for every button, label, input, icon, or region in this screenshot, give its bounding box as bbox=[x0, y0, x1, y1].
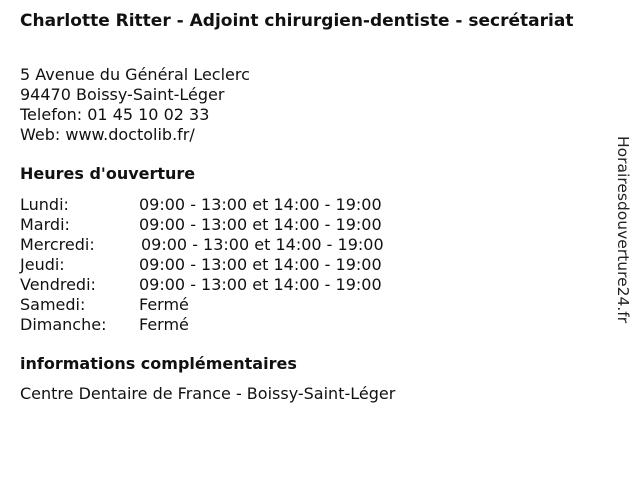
city-address: 94470 Boissy-Saint-Léger bbox=[20, 85, 225, 104]
day-hours: 09:00 - 13:00 et 14:00 - 19:00 bbox=[139, 275, 382, 294]
day-hours: 09:00 - 13:00 et 14:00 - 19:00 bbox=[141, 235, 384, 254]
site-watermark bbox=[612, 136, 634, 346]
watermark-text: Horairesdouverture24.fr bbox=[614, 136, 632, 324]
day-hours: Fermé bbox=[139, 295, 189, 314]
street-address: 5 Avenue du Général Leclerc bbox=[20, 65, 250, 84]
day-label: Dimanche: bbox=[20, 315, 107, 334]
day-hours: Fermé bbox=[139, 315, 189, 334]
additional-info-text: Centre Dentaire de France - Boissy-Saint-Léger bbox=[20, 384, 396, 403]
address-block bbox=[20, 65, 250, 145]
additional-info-heading: informations complémentaires bbox=[20, 354, 297, 373]
day-label: Vendredi: bbox=[20, 275, 96, 294]
day-hours: 09:00 - 13:00 et 14:00 - 19:00 bbox=[139, 215, 382, 234]
day-hours: 09:00 - 13:00 et 14:00 - 19:00 bbox=[139, 195, 382, 214]
day-label: Samedi: bbox=[20, 295, 86, 314]
day-hours: 09:00 - 13:00 et 14:00 - 19:00 bbox=[139, 255, 382, 274]
day-label: Jeudi: bbox=[20, 255, 65, 274]
page-title: Charlotte Ritter - Adjoint chirurgien-dentiste - secrétariat bbox=[20, 11, 574, 31]
day-label: Mercredi: bbox=[20, 235, 95, 254]
day-label: Lundi: bbox=[20, 195, 69, 214]
phone-number[interactable]: Telefon: 01 45 10 02 33 bbox=[20, 105, 210, 124]
opening-hours-heading: Heures d'ouverture bbox=[20, 164, 196, 183]
day-label: Mardi: bbox=[20, 215, 70, 234]
website-link[interactable]: Web: www.doctolib.fr/ bbox=[20, 125, 195, 144]
